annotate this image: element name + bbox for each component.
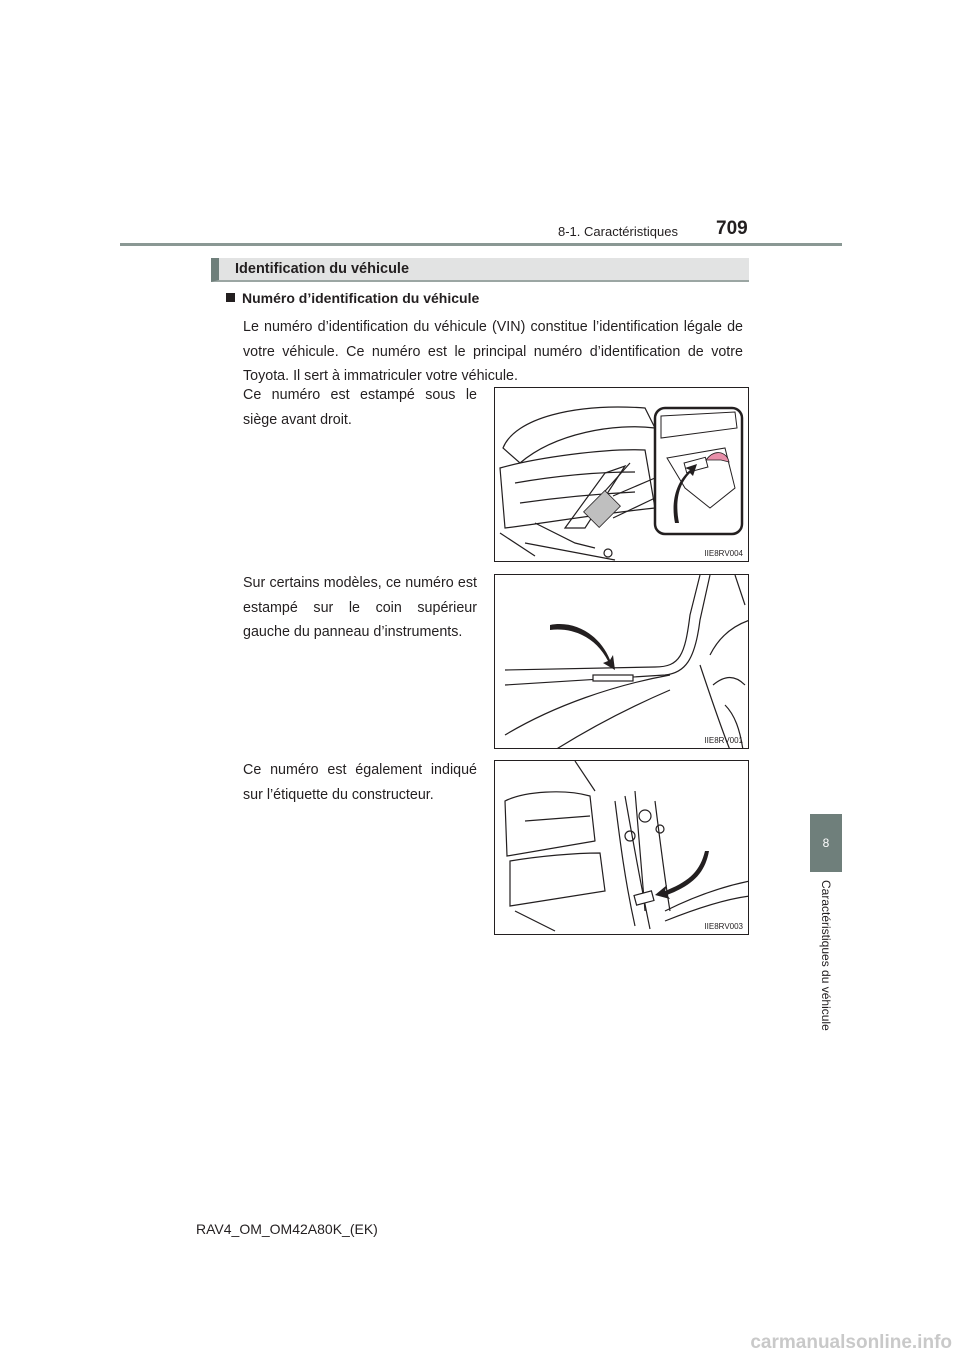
figure-code-3: IIE8RV003 (704, 922, 743, 931)
section-label: 8-1. Caractéristiques (558, 224, 678, 239)
item-text-3: Ce numéro est également indiqué sur l’étiquette du constructeur. (243, 762, 477, 803)
header-divider (120, 243, 842, 246)
subsection-heading (226, 290, 479, 306)
watermark: carmanualsonline.info (750, 1332, 952, 1353)
figure-dashboard (494, 574, 749, 749)
door-pillar-label-illustration-icon (495, 761, 749, 935)
footer-doc-code: RAV4_OM_OM42A80K_(EK) (196, 1221, 378, 1237)
dashboard-vin-location-illustration-icon (495, 575, 749, 749)
square-bullet-icon (226, 293, 235, 302)
item-text-2: Sur certains modèles, ce numéro est estampé sur le coin supérieur gauche du panneau d’instruments. (243, 575, 477, 640)
item-text-1: Ce numéro est estampé sous le siège avant droit. (243, 387, 477, 428)
figure-seat (494, 387, 749, 562)
section-banner (211, 258, 749, 282)
banner-title: Identification du véhicule (235, 261, 410, 277)
seat-vin-location-illustration-icon (495, 388, 749, 562)
chapter-title-text: Caractéristiques du véhicule (819, 880, 833, 1031)
subsection-title: Numéro d’identification du véhicule (242, 290, 480, 306)
page-number: 709 (716, 218, 748, 239)
chapter-tab: 8 (810, 814, 842, 872)
figure-code-1: IIE8RV004 (704, 549, 743, 558)
intro-paragraph: Le numéro d’identification du véhicule (VIN) constitue l’identification légale de votre véhicule. Ce numéro est le principal numéro d’identification de votre Toyota. Il sert à immatriculer votre véhicule. (243, 319, 743, 384)
figure-door-pillar (494, 760, 749, 935)
figure-code-2: IIE8RV001 (704, 736, 743, 745)
chapter-title-vertical (804, 880, 848, 1050)
